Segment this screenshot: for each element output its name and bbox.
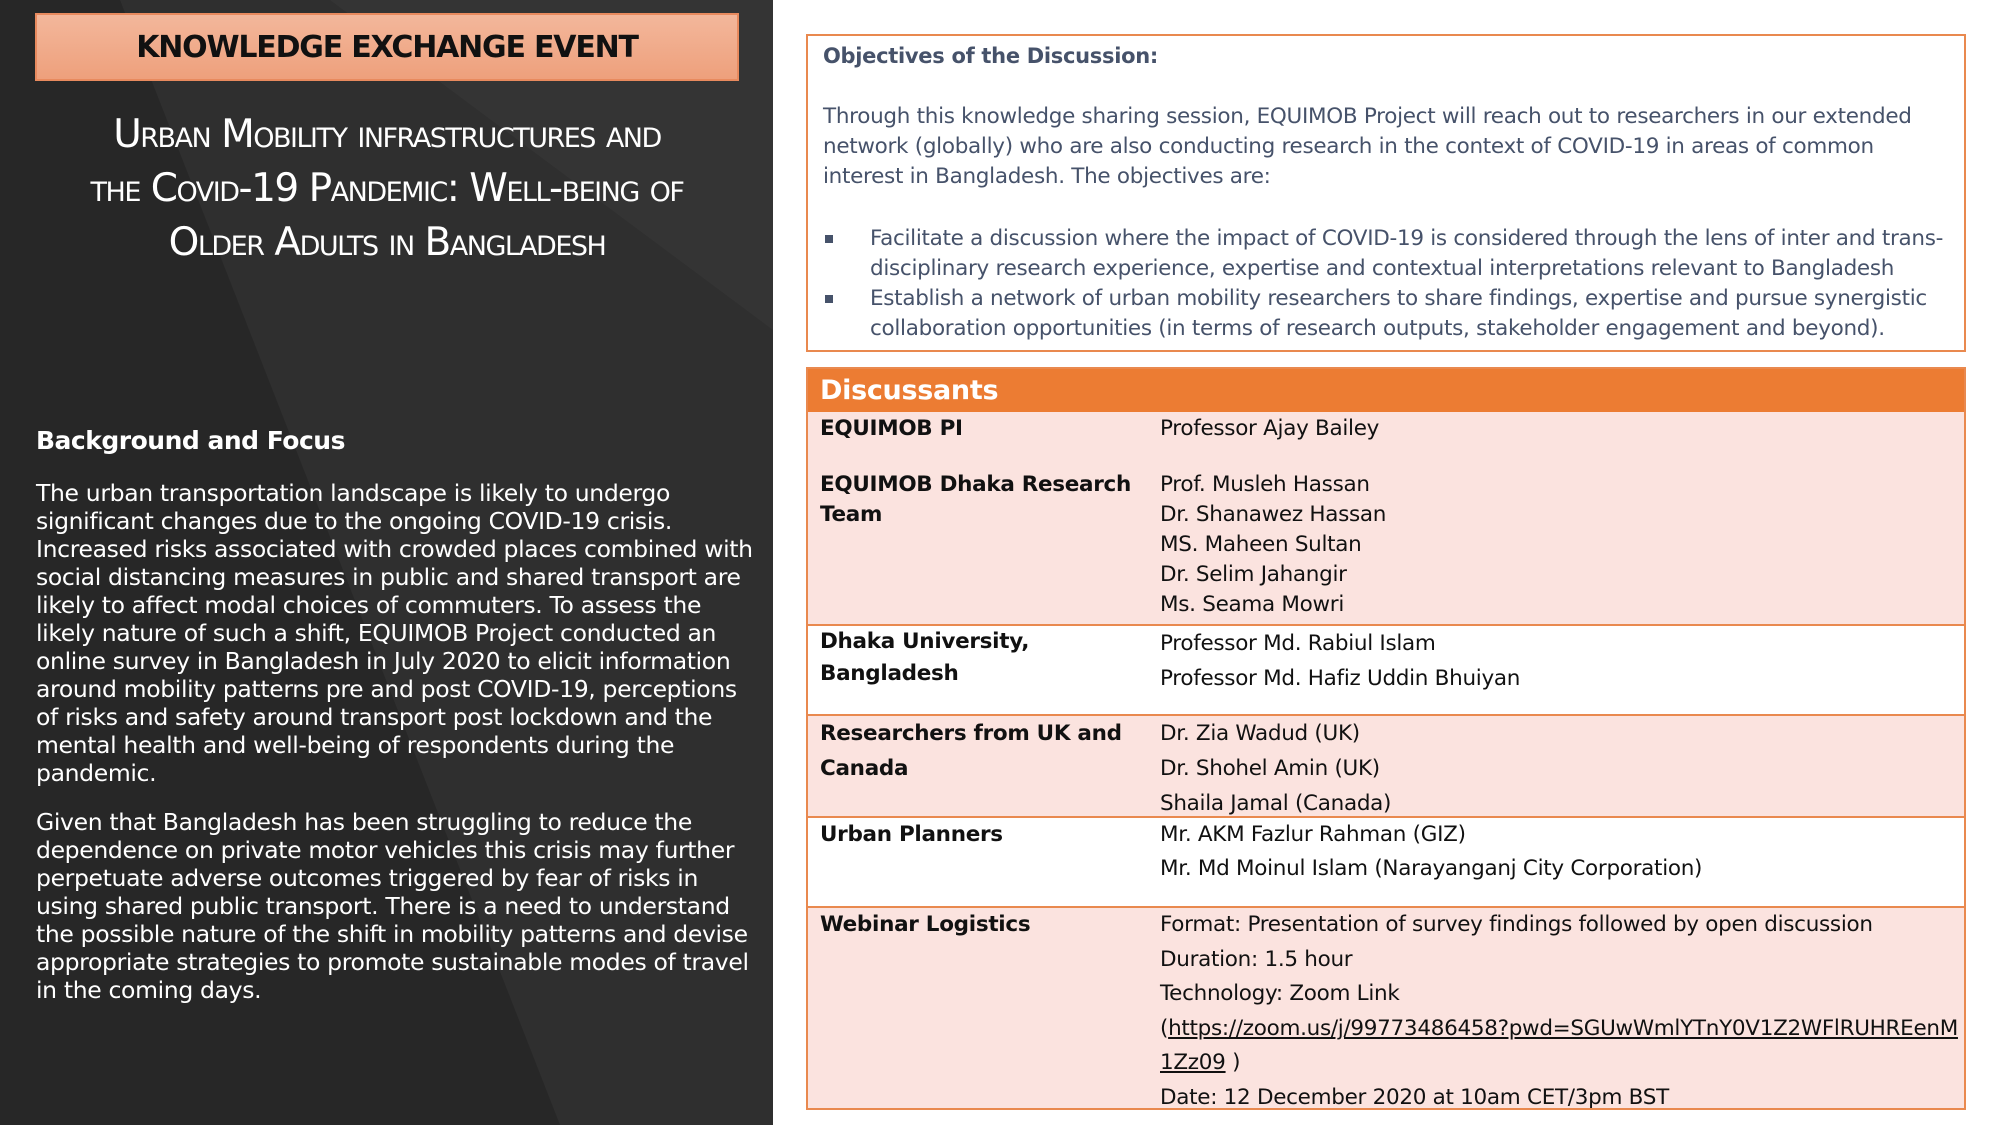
table-row (808, 412, 1964, 626)
names-cell (1160, 470, 1960, 620)
discussant-name: MS. Maheen Sultan (1160, 532, 1362, 557)
objectives-box (806, 34, 1966, 352)
logistics-date: Date: 12 December 2020 at 10am CET/3pm BST (1160, 1084, 1669, 1110)
discussant-name: Professor Md. Rabiul Islam (1160, 631, 1436, 656)
table-row (808, 816, 1964, 906)
discussant-name: Professor Md. Hafiz Uddin Bhuiyan (1160, 666, 1521, 691)
zoom-link-line-2: 1Zz09 ) (1160, 1050, 1241, 1075)
event-banner-label: KNOWLEDGE EXCHANGE EVENT (136, 29, 638, 65)
title-line-3: Older Adults in Bangladesh (168, 220, 606, 265)
discussant-name: Prof. Musleh Hassan (1160, 472, 1370, 497)
zoom-link-line: (https://zoom.us/j/99773486458?pwd=SGUwWmlYTnY0V1Z2WFlRUHREenM (1160, 1015, 1958, 1041)
left-panel (0, 0, 773, 1125)
role-label: Dhaka University, Bangladesh (820, 629, 1030, 686)
names-cell (1160, 716, 1960, 821)
discussant-name: Dr. Shanawez Hassan (1160, 502, 1387, 527)
title-line-1: Urban Mobility infrastructures and (113, 112, 661, 157)
names-cell (1160, 626, 1960, 696)
logistics-cell (1160, 908, 1960, 1110)
zoom-link-continued[interactable]: 1Zz09 (1160, 1050, 1226, 1075)
table-row (808, 714, 1964, 816)
objective-bullet (823, 224, 1958, 284)
discussant-name: Dr. Zia Wadud (UK) (1160, 721, 1360, 746)
background-heading: Background and Focus (36, 426, 345, 455)
logistics-format: Format: Presentation of survey findings followed by open discussion (1160, 912, 1873, 937)
square-bullet-icon (825, 295, 833, 303)
table-row (808, 906, 1964, 1110)
discussant-name: Dr. Selim Jahangir (1160, 562, 1347, 587)
role-label: EQUIMOB Dhaka Research Team (820, 472, 1131, 527)
objective-bullet-text: Facilitate a discussion where the impact of COVID-19 is considered through the lens of inter and trans-disciplinary research experience, expertise and contextual interpretations relevant to Bangladesh (870, 226, 1944, 281)
names-cell (1160, 818, 1960, 886)
role-label: EQUIMOB PI (820, 416, 963, 441)
page-title (20, 108, 754, 270)
title-line-2: the Covid-19 Pandemic: Well-being of (90, 166, 684, 211)
discussant-name: Shaila Jamal (Canada) (1160, 791, 1392, 816)
logistics-duration: Duration: 1.5 hour (1160, 946, 1353, 972)
role-label: Urban Planners (820, 822, 1003, 847)
background-paragraph-2: Given that Bangladesh has been struggling to reduce the dependence on private motor vehicles this crisis may further perpetuate adverse outcomes triggered by fear of risks in using shared public transport. There is a need to understand the possible nature of the shift in mobility patterns and devise appropriate strategies to promote sustainable modes of travel in the coming days. (36, 808, 749, 1004)
discussant-name: Dr. Shohel Amin (UK) (1160, 756, 1380, 781)
discussant-name: Professor Ajay Bailey (1160, 416, 1380, 441)
event-banner (35, 13, 739, 81)
objectives-intro: Through this knowledge sharing session, EQUIMOB Project will reach out to researchers in our extended network (globally) who are also conducting research in the context of COVID-19 in areas of common interest in Bangladesh. The objectives are: (823, 104, 1912, 189)
discussant-name: Mr. Md Moinul Islam (Narayanganj City Corporation) (1160, 856, 1703, 881)
discussant-name: Mr. AKM Fazlur Rahman (GIZ) (1160, 822, 1466, 847)
discussants-table (806, 367, 1966, 1110)
background-paragraph-1: The urban transportation landscape is likely to undergo significant changes due to the ongoing COVID-19 crisis. Increased risks associated with crowded places combined with social distancing measures in public and shared transport are likely to affect modal choices of commuters. To assess the likely nature of such a shift, EQUIMOB Project conducted an online survey in Bangladesh in July 2020 to elicit information around mobility patterns pre and post COVID-19, perceptions of risks and safety around transport post lockdown and the mental health and well-being of respondents during the pandemic. (36, 479, 753, 787)
role-label: Webinar Logistics (820, 912, 1031, 937)
objective-bullet (823, 284, 1958, 344)
objective-bullet-text: Establish a network of urban mobility researchers to share findings, expertise and pursue synergistic collaboration opportunities (in terms of research outputs, stakeholder engagement and beyond). (870, 286, 1927, 341)
discussants-header: Discussants (808, 369, 1964, 412)
discussant-name: Ms. Seama Mowri (1160, 592, 1345, 617)
square-bullet-icon (825, 235, 833, 243)
table-row (808, 624, 1964, 714)
zoom-link[interactable]: https://zoom.us/j/99773486458?pwd=SGUwWmlYTnY0V1Z2WFlRUHREenM (1168, 1015, 1958, 1041)
logistics-technology: Technology: Zoom Link (1160, 981, 1400, 1006)
role-label: Researchers from UK and Canada (820, 721, 1122, 781)
objectives-heading: Objectives of the Discussion: (823, 44, 1158, 68)
names-cell (1160, 412, 1960, 446)
